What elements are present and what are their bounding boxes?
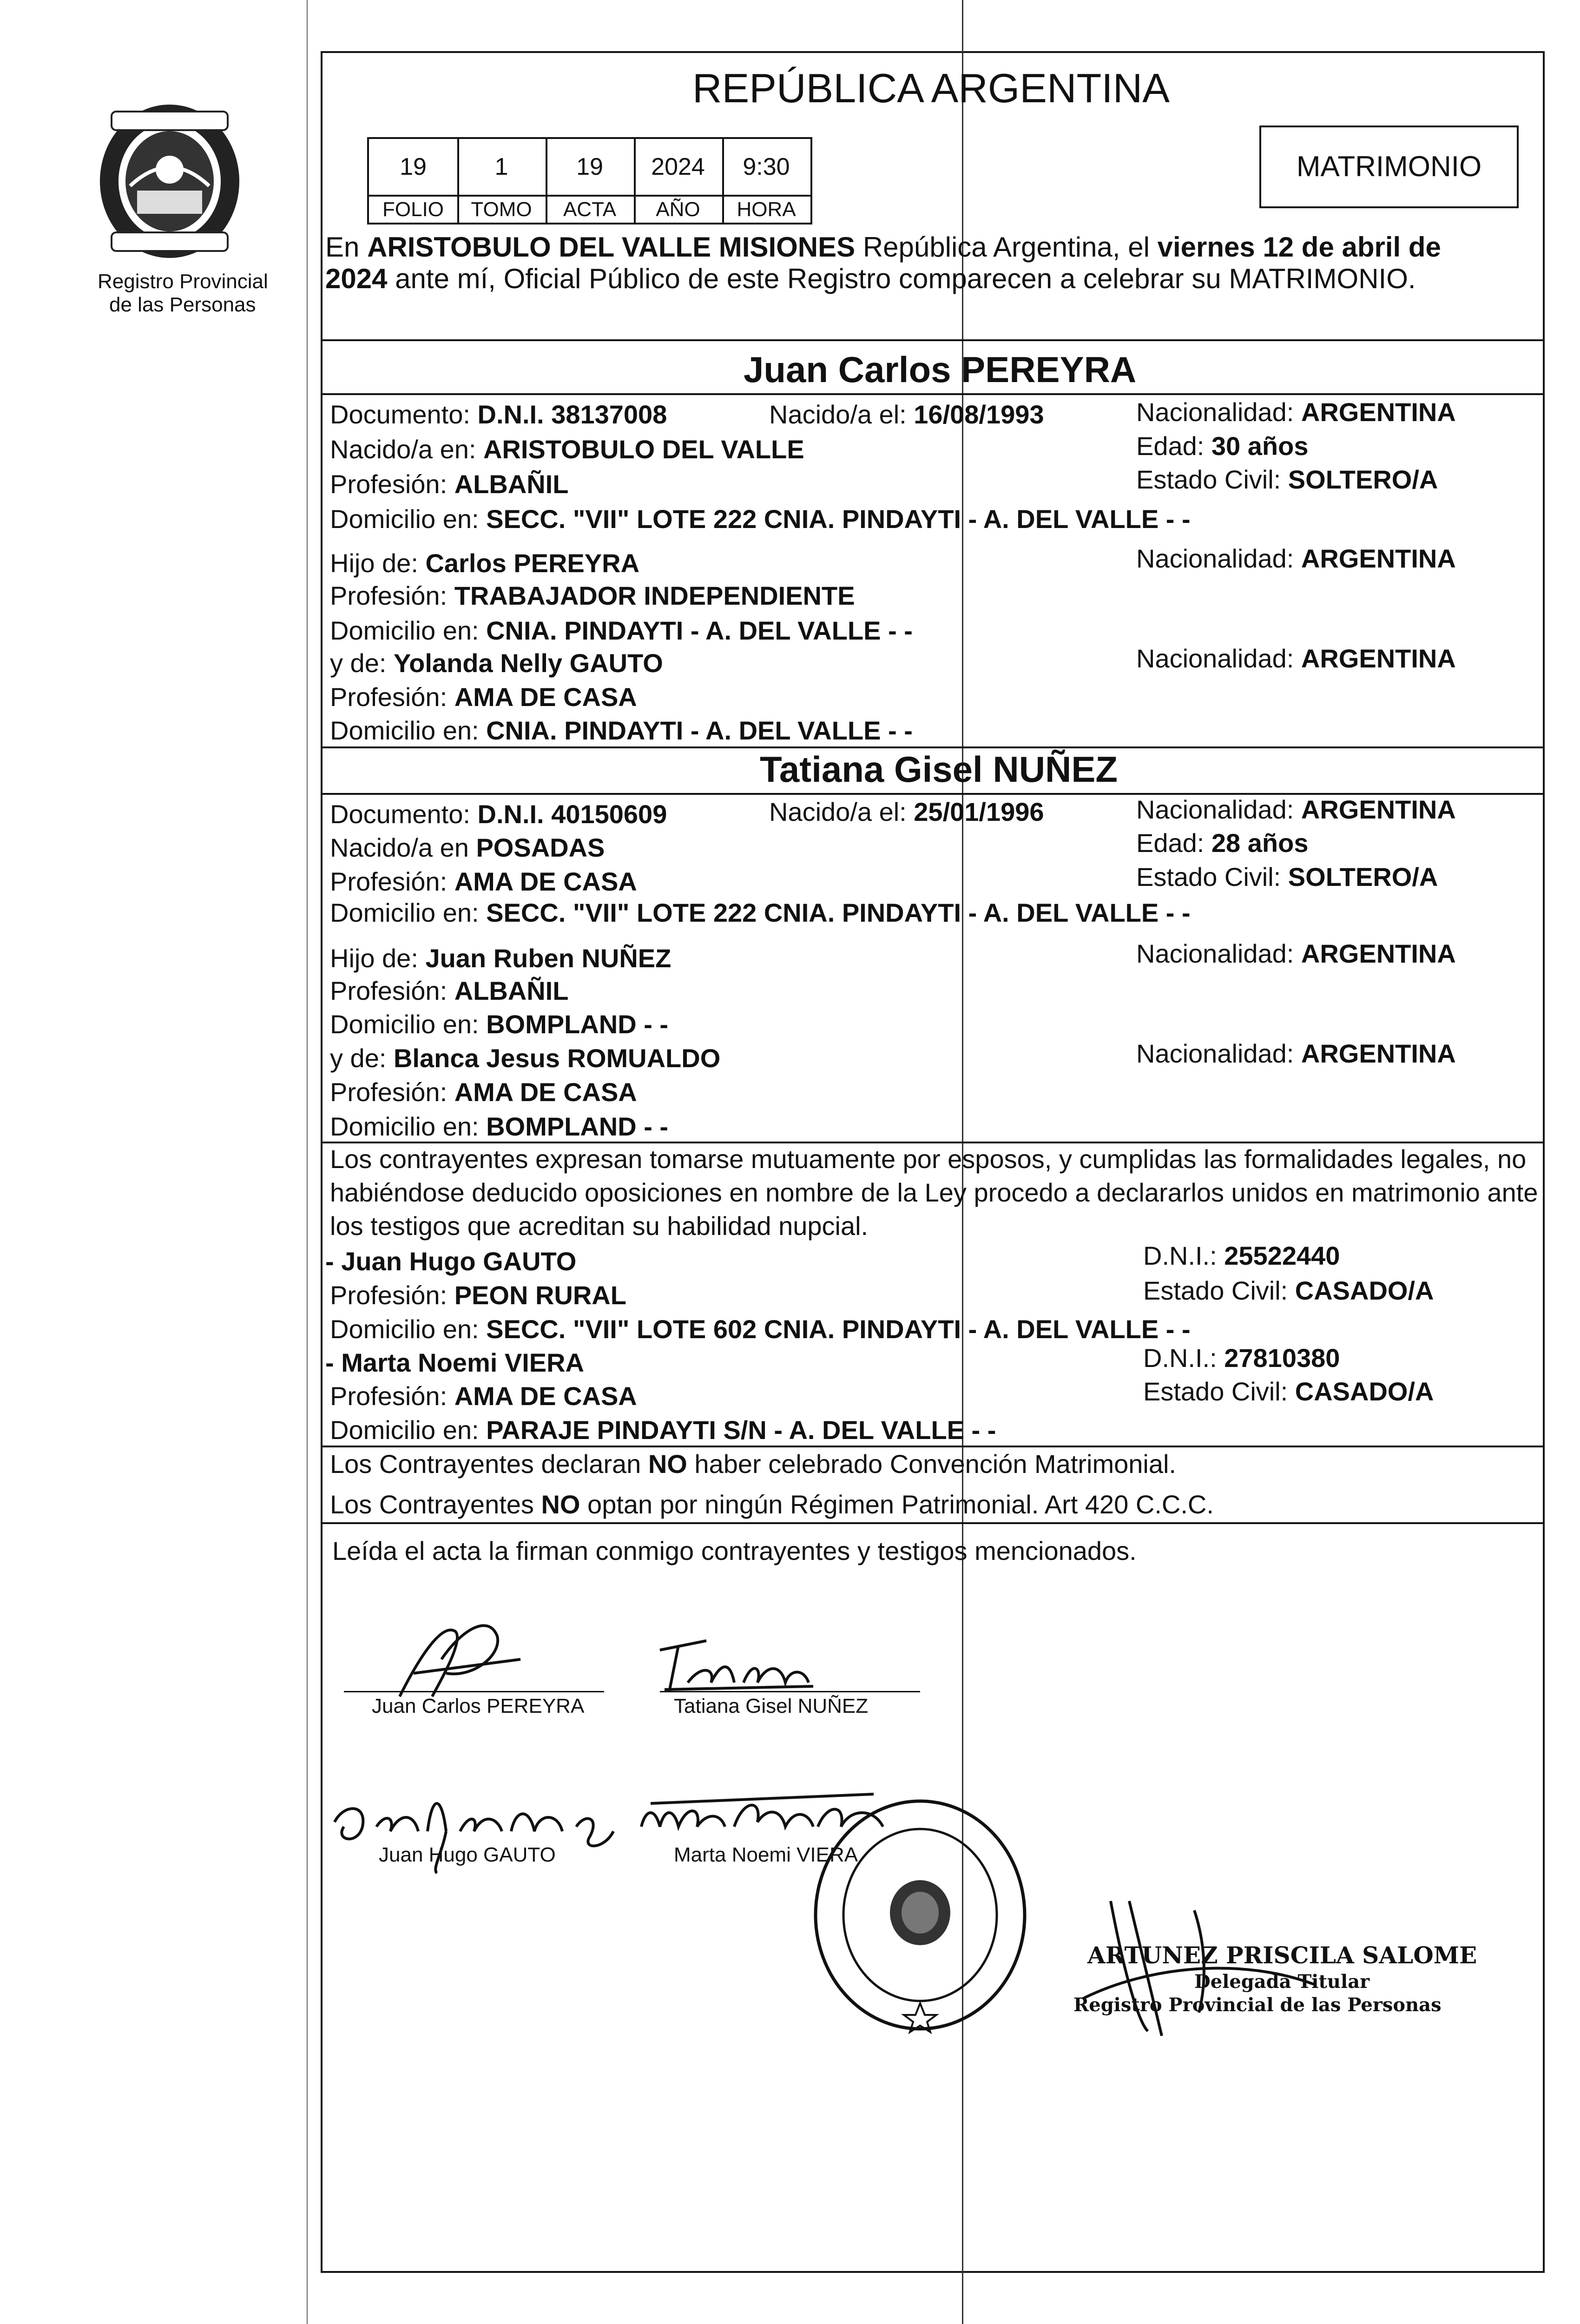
province-logo bbox=[93, 93, 246, 265]
divider-convention bbox=[321, 1446, 1545, 1447]
spouse2-civil: Estado Civil: SOLTERO/A bbox=[1136, 862, 1438, 891]
spouse1-age: Edad: 30 años bbox=[1136, 431, 1309, 461]
spouse1-mother-nationality: Nacionalidad: ARGENTINA bbox=[1136, 644, 1456, 673]
sig-label-witness2: Marta Noemi VIERA bbox=[674, 1843, 858, 1866]
logo-caption-line1: Registro Provincial bbox=[98, 270, 268, 293]
official-role: Delegada Titular bbox=[1194, 1971, 1370, 1993]
declaration-line1: Los contrayentes expresan tomarse mutuamente por esposos, y cumplidas las formalidades legales, no bbox=[330, 1144, 1527, 1174]
spouse2-nationality: Nacionalidad: ARGENTINA bbox=[1136, 795, 1456, 824]
declaration-line2: habiéndose deducido oposiciones en nombre de la Ley procedo a declararlos unidos en matrimonio ante bbox=[330, 1178, 1538, 1207]
spouse2-birthplace: Nacido/a en POSADAS bbox=[330, 833, 605, 862]
spouse2-father-address: Domicilio en: BOMPLAND - - bbox=[330, 1010, 669, 1039]
logo-caption-line2: de las Personas bbox=[109, 293, 256, 316]
frame-top bbox=[321, 51, 1545, 53]
convention-line1: Los Contrayentes declaran NO haber celebrado Convención Matrimonial. bbox=[330, 1449, 1176, 1479]
witness1-name: - Juan Hugo GAUTO bbox=[325, 1247, 577, 1276]
spouse2-father-nationality: Nacionalidad: ARGENTINA bbox=[1136, 939, 1456, 968]
spouse2-mother: y de: Blanca Jesus ROMUALDO bbox=[330, 1043, 721, 1073]
spouse2-mother-profession: Profesión: AMA DE CASA bbox=[330, 1077, 637, 1107]
intro-line1: En ARISTOBULO DEL VALLE MISIONES República Argentina, el viernes 12 de abril de bbox=[325, 231, 1441, 263]
frame-left bbox=[321, 51, 323, 2273]
spouse1-document: Documento: D.N.I. 38137008 bbox=[330, 400, 667, 429]
divider-intro bbox=[321, 339, 1545, 341]
record-fields bbox=[367, 137, 812, 224]
act-type-box bbox=[1259, 125, 1519, 208]
spouse2-age: Edad: 28 años bbox=[1136, 828, 1309, 858]
sigline-spouse1 bbox=[344, 1691, 604, 1692]
spouse2-profession: Profesión: AMA DE CASA bbox=[330, 867, 637, 896]
spouse1-address: Domicilio en: SECC. "VII" LOTE 222 CNIA. PINDAYTI - A. DEL VALLE - - bbox=[330, 504, 1191, 534]
tomo-value: 1 bbox=[494, 153, 508, 180]
spouse1-mother: y de: Yolanda Nelly GAUTO bbox=[330, 648, 663, 678]
sigline-spouse2 bbox=[660, 1691, 920, 1692]
sig-label-spouse2: Tatiana Gisel NUÑEZ bbox=[674, 1695, 869, 1717]
spouse1-father: Hijo de: Carlos PEREYRA bbox=[330, 548, 640, 578]
witness2-dni: D.N.I.: 27810380 bbox=[1143, 1343, 1340, 1373]
divider-closing bbox=[321, 1522, 1545, 1524]
acta-value: 19 bbox=[576, 153, 603, 180]
registry-round-stamp bbox=[809, 1794, 1032, 2036]
witness2-profession: Profesión: AMA DE CASA bbox=[330, 1381, 637, 1411]
official-org: Registro Provincial de las Personas bbox=[1073, 1994, 1442, 2016]
folio-label: FOLIO bbox=[382, 198, 444, 221]
document-title: REPÚBLICA ARGENTINA bbox=[692, 65, 1170, 111]
signature-spouse2 bbox=[651, 1631, 827, 1697]
official-name: ARTUNEZ PRISCILA SALOME bbox=[1087, 1941, 1477, 1969]
hora-value: 9:30 bbox=[743, 153, 790, 180]
intro-line2: 2024 ante mí, Oficial Público de este Registro comparecen a celebrar su MATRIMONIO. bbox=[325, 263, 1416, 294]
spouse1-father-address: Domicilio en: CNIA. PINDAYTI - A. DEL VALLE - - bbox=[330, 616, 913, 645]
frame-bottom bbox=[321, 2271, 1545, 2273]
spouse1-born: Nacido/a el: 16/08/1993 bbox=[769, 400, 1044, 429]
spouse2-address: Domicilio en: SECC. "VII" LOTE 222 CNIA. PINDAYTI - A. DEL VALLE - - bbox=[330, 898, 1191, 927]
spouse1-profession: Profesión: ALBAÑIL bbox=[330, 469, 569, 499]
spouse1-nationality: Nacionalidad: ARGENTINA bbox=[1136, 397, 1456, 427]
spouse1-civil: Estado Civil: SOLTERO/A bbox=[1136, 465, 1438, 494]
witness1-profession: Profesión: PEON RURAL bbox=[330, 1281, 626, 1310]
spouse2-name: Tatiana Gisel NUÑEZ bbox=[760, 749, 1118, 790]
divider-spouse1 bbox=[321, 393, 1545, 395]
witness1-dni: D.N.I.: 25522440 bbox=[1143, 1241, 1340, 1270]
intro-place: ARISTOBULO DEL VALLE MISIONES bbox=[367, 231, 856, 263]
declaration-line3: los testigos que acreditan su habilidad nupcial. bbox=[330, 1211, 869, 1241]
spouse1-birthplace: Nacido/a en: ARISTOBULO DEL VALLE bbox=[330, 435, 804, 464]
spouse2-mother-address: Domicilio en: BOMPLAND - - bbox=[330, 1112, 669, 1141]
hora-label: HORA bbox=[737, 198, 796, 221]
spouse1-father-profession: Profesión: TRABAJADOR INDEPENDIENTE bbox=[330, 581, 855, 610]
spouse2-document: Documento: D.N.I. 40150609 bbox=[330, 799, 667, 829]
spouse1-father-nationality: Nacionalidad: ARGENTINA bbox=[1136, 544, 1456, 573]
witness1-civil: Estado Civil: CASADO/A bbox=[1143, 1276, 1434, 1305]
spouse2-father: Hijo de: Juan Ruben NUÑEZ bbox=[330, 944, 672, 973]
act-type: MATRIMONIO bbox=[1296, 151, 1482, 183]
witness2-address: Domicilio en: PARAJE PINDAYTI S/N - A. DEL VALLE - - bbox=[330, 1415, 996, 1445]
sig-label-witness1: Juan Hugo GAUTO bbox=[379, 1843, 556, 1866]
margin-line bbox=[307, 0, 308, 2324]
acta-label: ACTA bbox=[563, 198, 617, 221]
sig-label-spouse1: Juan Carlos PEREYRA bbox=[372, 1695, 585, 1717]
spouse1-name: Juan Carlos PEREYRA bbox=[744, 349, 1137, 390]
witness1-address: Domicilio en: SECC. "VII" LOTE 602 CNIA. PINDAYTI - A. DEL VALLE - - bbox=[330, 1314, 1191, 1344]
spouse1-mother-profession: Profesión: AMA DE CASA bbox=[330, 682, 637, 712]
spouse2-born: Nacido/a el: 25/01/1996 bbox=[769, 797, 1044, 826]
seal-emblem bbox=[93, 93, 246, 265]
witness2-name: - Marta Noemi VIERA bbox=[325, 1348, 584, 1377]
spouse2-mother-nationality: Nacionalidad: ARGENTINA bbox=[1136, 1039, 1456, 1068]
spouse1-mother-address: Domicilio en: CNIA. PINDAYTI - A. DEL VALLE - - bbox=[330, 716, 913, 745]
divider-declaration bbox=[321, 1142, 1545, 1143]
tomo-label: TOMO bbox=[471, 198, 532, 221]
closing-text: Leída el acta la firman conmigo contrayentes y testigos mencionados. bbox=[332, 1536, 1137, 1565]
anio-value: 2024 bbox=[651, 153, 705, 180]
folio-value: 19 bbox=[400, 153, 427, 180]
convention-line2: Los Contrayentes NO optan por ningún Régimen Patrimonial. Art 420 C.C.C. bbox=[330, 1490, 1214, 1519]
spouse2-father-profession: Profesión: ALBAÑIL bbox=[330, 976, 569, 1005]
anio-label: AÑO bbox=[656, 198, 700, 221]
intro-date: viernes 12 de abril de bbox=[1157, 231, 1441, 263]
witness2-civil: Estado Civil: CASADO/A bbox=[1143, 1377, 1434, 1406]
frame-right bbox=[1543, 51, 1545, 2273]
